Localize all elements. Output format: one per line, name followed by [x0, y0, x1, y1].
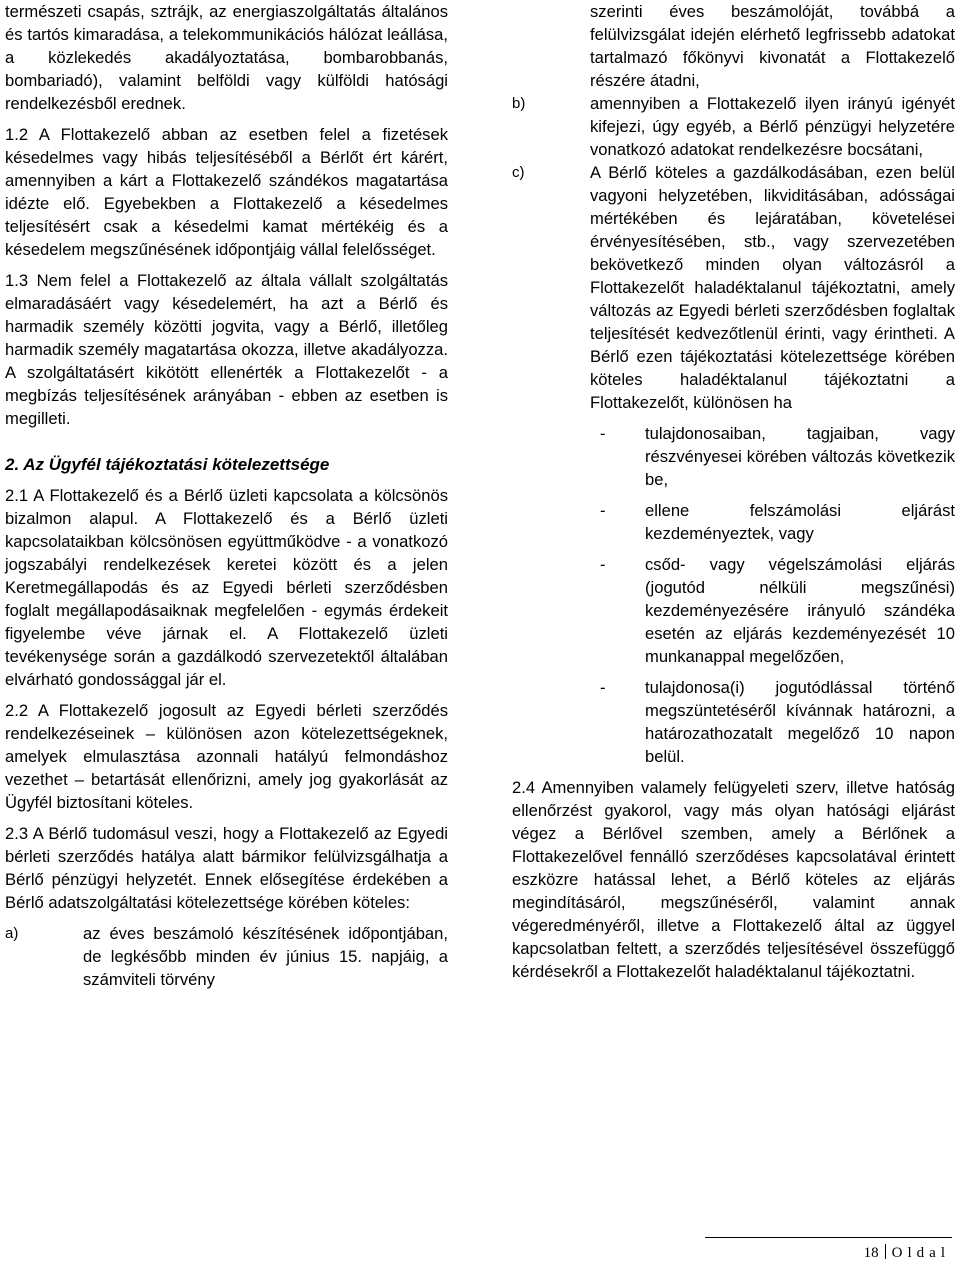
paragraph-2-4: 2.4 Amennyiben valamely felügyeleti szerv, illetve hatóság ellenőrzést gyakorol, vagy más olyan hatósági eljárást végez a Bérlővel szemben, amely a Bérlőnek a Flottakezelővel fennálló szerződéses kapcsolatával érintett eszközre hatással lehet, a Bérlő köteles az eljárás megindításáról, megszűnéséről, valamint annak végeredményéről, illetve a Flottakezelő által az üggyel kapcsolatban feltett, a szerződés teljesítésével összefüggő kérdésekről a Flottakezelőt haladéktalanul tájékoztatni. — [512, 778, 955, 981]
list-item-text: A Bérlő köteles a gazdálkodásában, ezen belül vagyoni helyzetében, likviditásában, adósságai mértékében és lejáratában, követelései érvényesítésében, stb., vagy szervezetében bekövetkező minden olyan változásról a Flottakezelőt haladéktalanul tájékoztatni, amely változás az Egyedi bérleti szerződésben foglaltak teljesítését kedvezőtlenül érinti, vagy érintheti. A Bérlő ezen tájékoztatási kötelezettsége körében köteles haladéktalanul tájékoztatni a Flottakezelőt, különösen ha — [590, 163, 955, 412]
list-marker: c) — [512, 164, 525, 181]
paragraph-2-1: 2.1 A Flottakezelő és a Bérlő üzleti kapcsolata a kölcsönös bizalmon alapul. A Flottakezelő és a Bérlő üzleti kapcsolataikban kölcsönösen együttműködve - a vonatkozó jogszabályi rendelkezések keretei között és a jelen Keretmegállapodás és az Egyedi bérleti szerződésben foglalt megállapodásaiknak megfelelően - egymás érdekeit figyelembe véve járnak el. A Flottakezelő üzleti tevékenysége során a gazdálkodó szervezetektől általában elvárható gondossággal jár el. — [5, 486, 448, 689]
paragraph-2-2: 2.2 A Flottakezelő jogosult az Egyedi bérleti szerződés rendelkezéseinek – különösen azon kötelezettségeknek, amelyek elmulasztása azonnali hatályú felmondáshoz vezethet – betartását ellenőrizni, amely jog gyakorlását az Ügyfél biztosítani köteles. — [5, 701, 448, 812]
dash-marker: - — [600, 424, 606, 443]
paragraph-intro: természeti csapás, sztrájk, az energiaszolgáltatás általános és tartós kimaradása, a telekommunikációs hálózat leállása, a közlekedés akadályoztatása, bombarobbanás, bombariadó), valamint belföldi vagy külföldi hatósági rendelkezésből erednek. — [5, 2, 448, 113]
list-item-b — [512, 92, 955, 161]
list-item-text: szerinti éves beszámolóját, továbbá a felülvizsgálat idején elérhető legfrissebb adatokat tartalmazó főkönyvi kivonatát a Flottakezelő részére átadni, — [590, 2, 955, 90]
list-item-c — [512, 161, 955, 414]
list-item-text: amennyiben a Flottakezelő ilyen irányú igényét kifejezi, úgy egyéb, a Bérlő pénzügyi helyzetére vonatkozó adatokat rendelkezésre bocsátani, — [590, 94, 955, 159]
page-footer — [864, 1244, 950, 1262]
list-marker: b) — [512, 95, 526, 112]
list-item-text: az éves beszámoló készítésének időpontjában, de legkésőbb minden év június 15. napjáig, a számviteli törvény — [83, 924, 448, 989]
left-column — [5, 0, 448, 991]
dash-item-1 — [600, 422, 955, 491]
dash-item-4 — [600, 676, 955, 768]
page-number: 18 — [863, 1245, 879, 1261]
footer-separator — [885, 1244, 886, 1259]
list-item-a-continued — [512, 0, 955, 92]
dash-item-text: ellene felszámolási eljárást kezdeményeztek, vagy — [645, 501, 955, 543]
dash-item-text: csőd- vagy végelszámolási eljárás (jogutód nélküli megszűnési) kezdeményezésére irányuló szándéka esetén az eljárás kezdeményezését 10 munkanappal megelőzően, — [645, 555, 955, 666]
dash-item-3 — [600, 553, 955, 668]
list-marker: a) — [5, 925, 19, 942]
dash-marker: - — [600, 501, 606, 520]
footer-divider — [705, 1237, 952, 1238]
dash-item-text: tulajdonosaiban, tagjaiban, vagy részvényesei körében változás következik be, — [645, 424, 955, 489]
paragraph-2-3: 2.3 A Bérlő tudomásul veszi, hogy a Flottakezelő az Egyedi bérleti szerződés hatálya alatt bármikor felülvizsgálhatja a Bérlő pénzügyi helyzetét. Ennek elősegítése érdekében a Bérlő adatszolgáltatási kötelezettsége körében köteles: — [5, 824, 448, 912]
paragraph-1-3: 1.3 Nem felel a Flottakezelő az általa vállalt szolgáltatás elmaradásáért vagy késedelemért, ha azt a Bérlő és harmadik személy közötti jogvita, vagy a Bérlő, illetőleg harmadik személy magatartása okozza, illetve akadályozza. A szolgáltatásért kikötött ellenérték a Flottakezelőt - a megbízás teljesítésének arányában - ebben az esetben is megilleti. — [5, 271, 448, 428]
paragraph-1-2: 1.2 A Flottakezelő abban az esetben felel a fizetések késedelmes vagy hibás teljesítéséből a Bérlőt ért kárért, amennyiben a kárt a Flottakezelő szándékos magatartása idézte elő. Egyebekben a Flottakezelő a késedelmes teljesítésért csak a késedelmi kamat mértékéig és a késedelem megszűnésének időpontjáig vállal felelősséget. — [5, 125, 448, 259]
right-column — [512, 0, 955, 983]
list-item-a — [5, 922, 448, 991]
section-heading-2: 2. Az Ügyfél tájékoztatási kötelezettsége — [5, 455, 330, 474]
dash-marker: - — [600, 555, 606, 574]
dash-marker: - — [600, 678, 606, 697]
dash-item-text: tulajdonosa(i) jogutódlással történő megszüntetéséről kívánnak határozni, a határozathozatalt megelőző 10 napon belül. — [645, 678, 955, 766]
page-label: Oldal — [891, 1245, 950, 1261]
dash-item-2 — [600, 499, 955, 545]
